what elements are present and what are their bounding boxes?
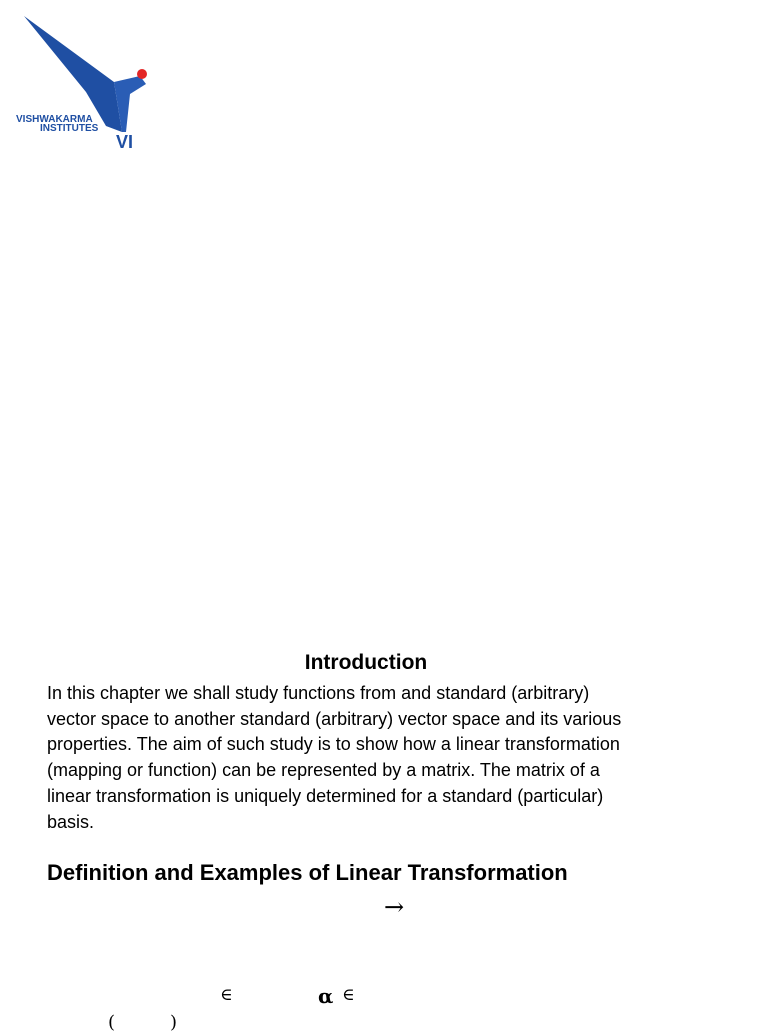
element-of-symbol-2: ∈ <box>342 985 355 1005</box>
introduction-heading: Introduction <box>304 651 428 674</box>
arrow-symbol: → <box>384 893 405 921</box>
vishwakarma-logo <box>14 14 154 154</box>
open-paren: ( <box>108 1012 116 1033</box>
definition-heading: Definition and Examples of Linear Transformation <box>47 860 568 885</box>
alpha-symbol: α <box>318 984 334 1008</box>
introduction-paragraph <box>47 681 687 835</box>
logo-text-line1: VISHWAKARMA <box>16 114 93 125</box>
element-of-symbol: ∈ <box>220 985 233 1005</box>
vishwakarma-logo-icon <box>14 14 154 154</box>
paragraph-line: (mapping or function) can be represented by a matrix. The matrix of a <box>47 760 600 781</box>
logo-monogram: VI <box>116 132 134 152</box>
close-paren: ) <box>170 1012 178 1033</box>
paragraph-line: vector space to another standard (arbitrary) vector space and its various <box>47 708 622 729</box>
paragraph-line: linear transformation is uniquely determined for a standard (particular) <box>47 785 604 806</box>
logo-text-line2: INSTITUTES <box>40 123 99 134</box>
paragraph-line: In this chapter we shall study functions from and standard (arbitrary) <box>47 683 590 703</box>
paragraph-line: basis. <box>47 811 95 832</box>
paragraph-line: properties. The aim of such study is to show how a linear transformation <box>47 734 620 755</box>
